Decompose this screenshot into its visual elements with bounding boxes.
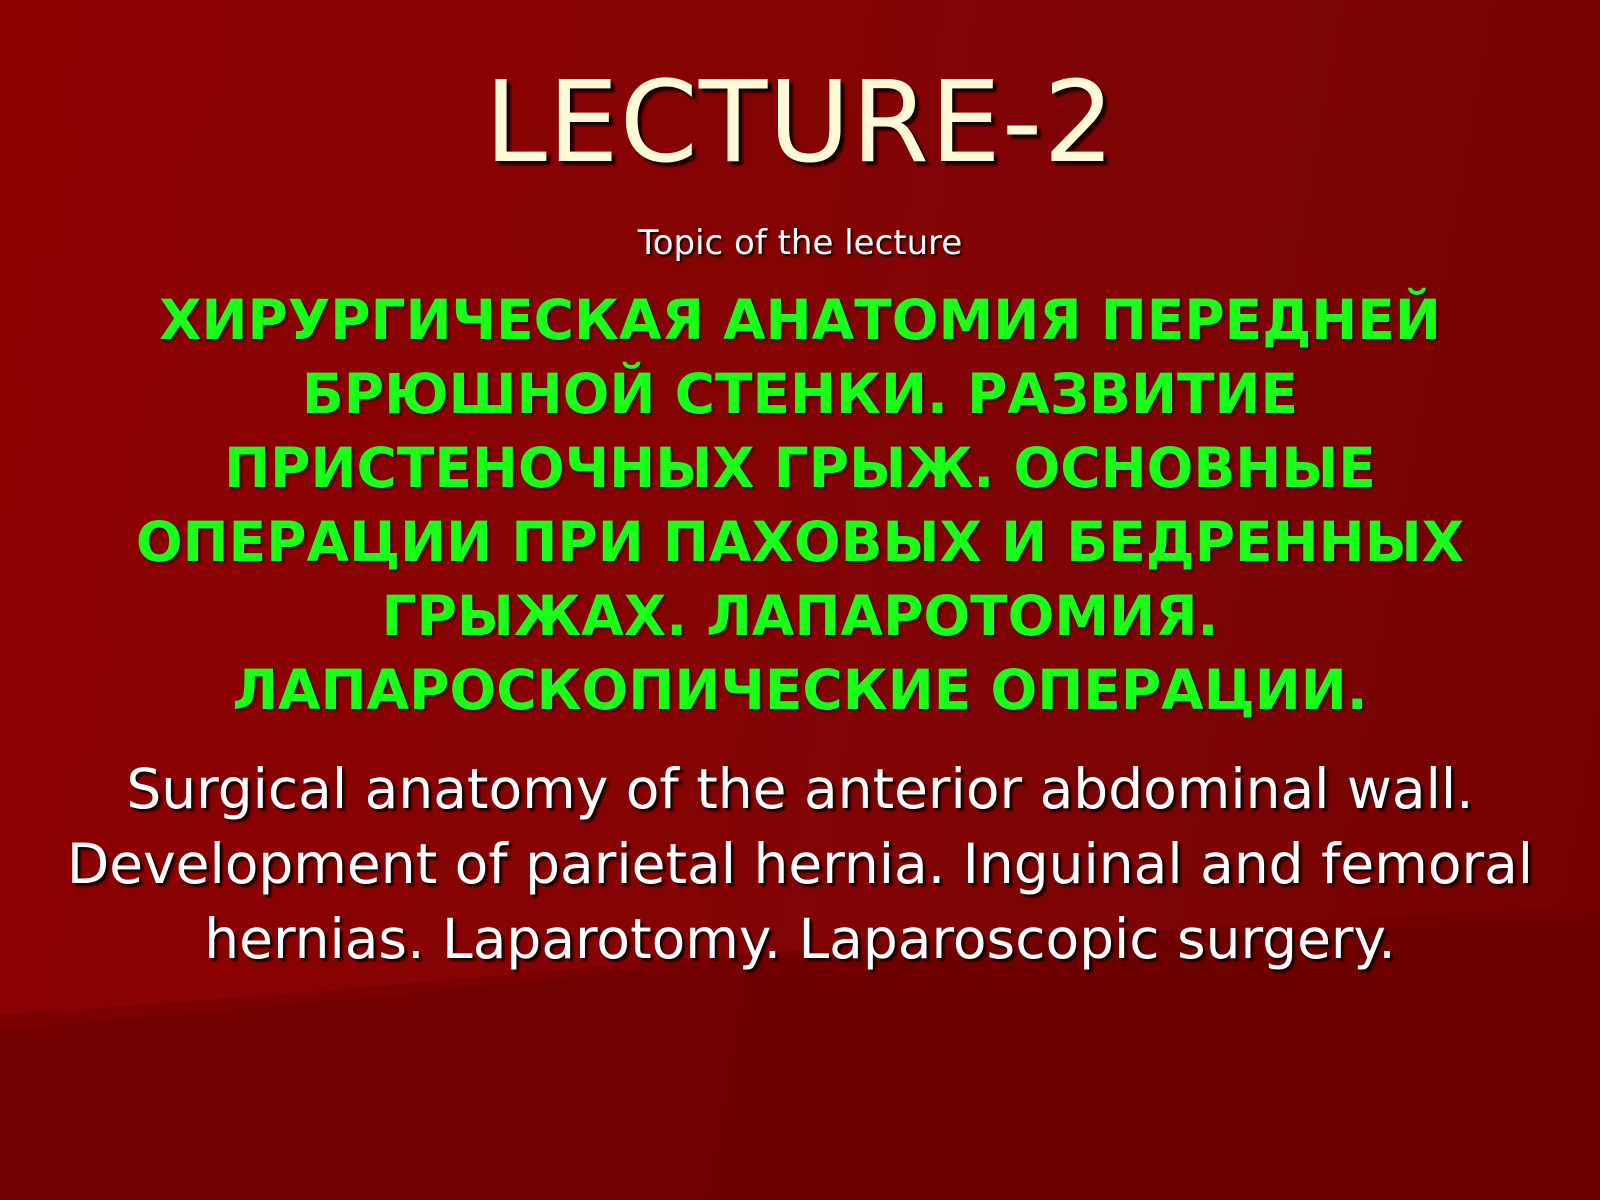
slide-title: LECTURE-2 — [484, 58, 1116, 188]
topic-russian: ХИРУРГИЧЕСКАЯ АНАТОМИЯ ПЕРЕДНЕЙ БРЮШНОЙ СТЕНКИ. РАЗВИТИЕ ПРИСТЕНОЧНЫХ ГРЫЖ. ОСНОВНЫЕ ОПЕРАЦИИ ПРИ ПАХОВЫХ И БЕДРЕННЫХ ГРЫЖАХ. ЛАПАРОТОМИЯ. ЛАПАРОСКОПИЧЕСКИЕ ОПЕРАЦИИ. — [135, 288, 1465, 722]
slide-subtitle: Topic of the lecture — [637, 223, 963, 263]
topic-english: Surgical anatomy of the anterior abdominal wall. Development of parietal hernia. Inguinal and femoral hernias. Laparotomy. Laparoscopic surgery. — [66, 757, 1534, 971]
